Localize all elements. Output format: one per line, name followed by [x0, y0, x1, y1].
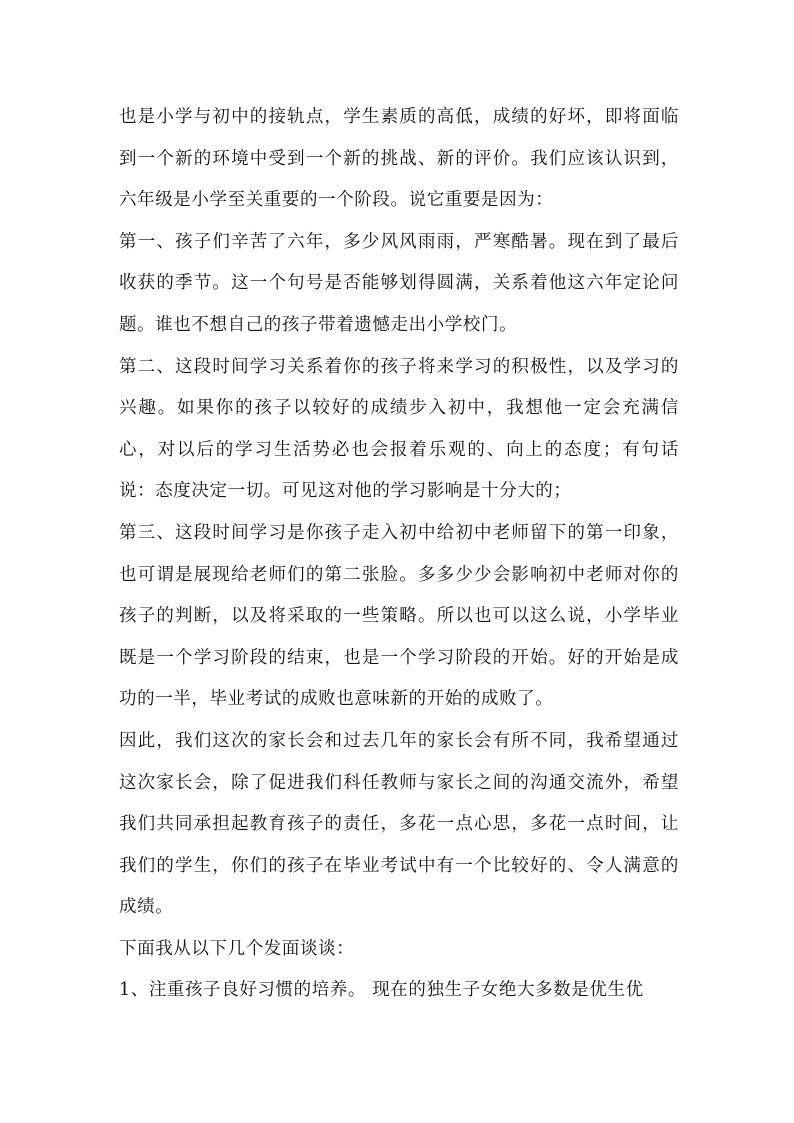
- paragraph-therefore: 因此，我们这次的家长会和过去几年的家长会有所不同，我希望通过这次家长会，除了促进我们科任教师与家长之间的沟通交流外，希望我们共同承担起教育孩子的责任，多花一点心思，多花一点时间，让我们的学生，你们的孩子在毕业考试中有一个比较好的、令人满意的成绩。: [119, 730, 679, 918]
- paragraph-first-point: 第一、孩子们辛苦了六年，多少风风雨雨，严寒酷暑。现在到了最后收获的季节。这一个句号是否能够划得圆满，关系着他这六年定论问题。谁也不想自己的孩子带着遗憾走出小学校门。: [119, 231, 679, 335]
- paragraph-intro: 也是小学与初中的接轨点，学生素质的高低，成绩的好坏，即将面临到一个新的环境中受到一个新的挑战、新的评价。我们应该认识到，六年级是小学至关重要的一个阶段。说它重要是因为：: [119, 107, 679, 211]
- paragraph-second-point: 第二、这段时间学习关系着你的孩子将来学习的积极性，以及学习的兴趣。如果你的孩子以较好的成绩步入初中，我想他一定会充满信心，对以后的学习生活势必也会报着乐观的、向上的态度；有句话说：态度决定一切。可见这对他的学习影响是十分大的；: [119, 356, 679, 502]
- paragraph-topics-intro: 下面我从以下几个发面谈谈：: [119, 938, 355, 959]
- paragraph-third-point: 第三、这段时间学习是你孩子走入初中给初中老师留下的第一印象，也可谓是展现给老师们的第二张脸。多多少少会影响初中老师对你的孩子的判断，以及将采取的一些策略。所以也可以这么说，小学毕业既是一个学习阶段的结束，也是一个学习阶段的开始。好的开始是成功的一半，毕业考试的成败也意味新的开始的成败了。: [119, 522, 679, 710]
- paragraph-item-1: 1、注重孩子良好习惯的培养。 现在的独生子女绝大多数是优生优: [119, 980, 644, 1001]
- document-body: [119, 97, 679, 1012]
